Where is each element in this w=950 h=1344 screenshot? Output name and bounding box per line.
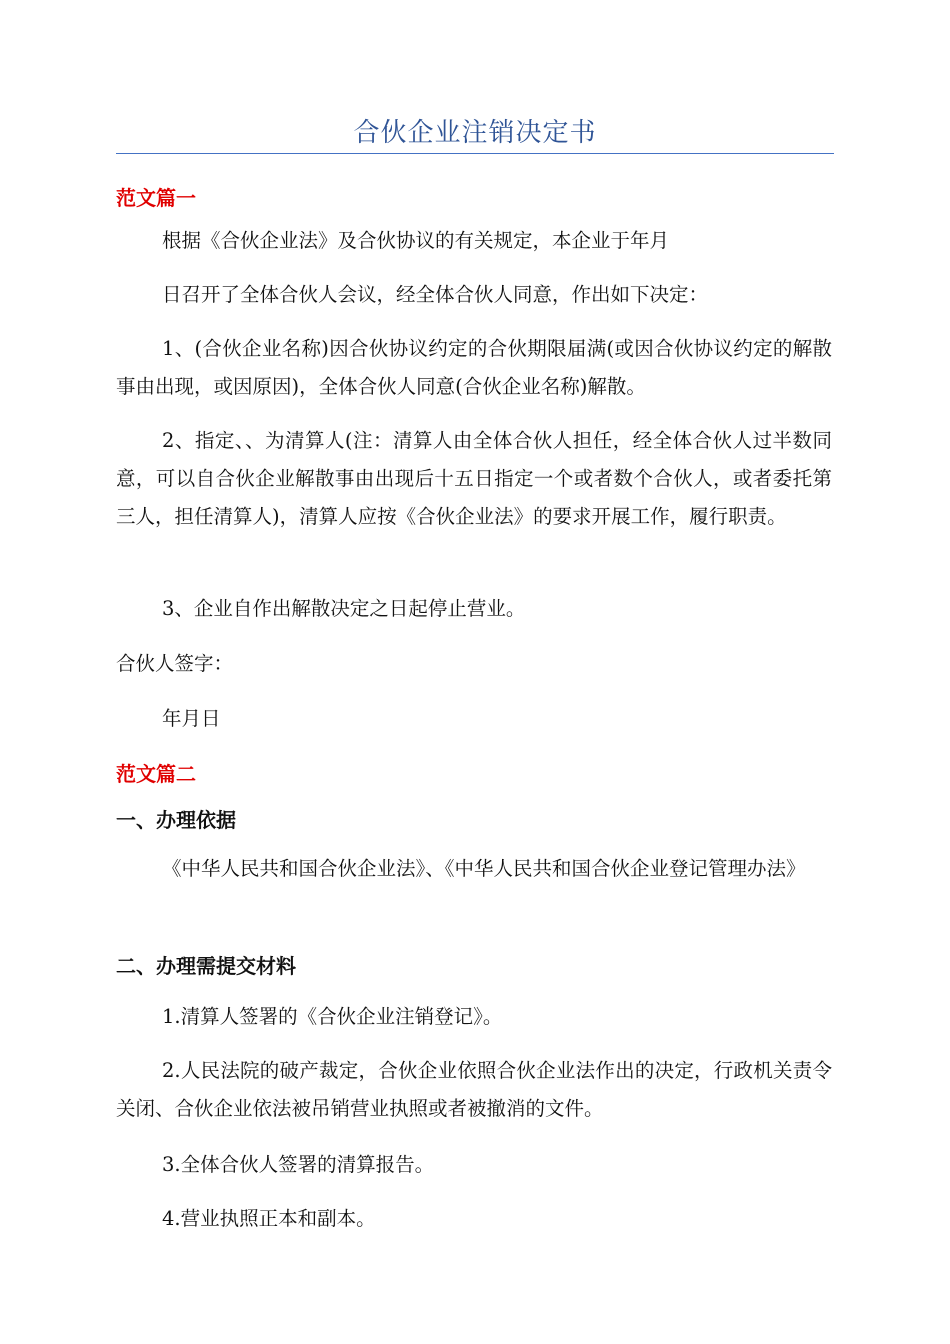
date-label: 年月日 — [162, 707, 221, 730]
subheading-materials: 二、办理需提交材料 — [116, 954, 296, 978]
document-title: 合伙企业注销决定书 — [353, 118, 597, 148]
basis-text: 《中华人民共和国合伙企业法》、《中华人民共和国合伙企业登记管理办法》 — [162, 857, 806, 880]
signature-label: 合伙人签字： — [116, 652, 234, 675]
decision-item-2: 2、指定、、为清算人(注：清算人由全体合伙人担任，经全体合伙人过半数同意，可以自合伙企业解散事由出现后十五日指定一个或者数个合伙人，或者委托第三人，担任清算人)，清算人应按《合伙企业法》的要求开展工作，履行职责。 — [116, 429, 832, 528]
section-heading-2: 范文篇二 — [116, 762, 196, 786]
paragraph-1: 根据《合伙企业法》及合伙协议的有关规定，本企业于年月 — [162, 229, 670, 252]
paragraph-2: 日召开了全体合伙人会议，经全体合伙人同意，作出如下决定： — [162, 283, 709, 306]
title-underline — [116, 153, 834, 154]
subheading-basis: 一、办理依据 — [116, 808, 236, 832]
material-item-2: 2.人民法院的破产裁定，合伙企业依照合伙企业法作出的决定，行政机关责令关闭、合伙企业依法被吊销营业执照或者被撤消的文件。 — [116, 1059, 832, 1120]
material-item-1: 1.清算人签署的《合伙企业注销登记》。 — [162, 1005, 503, 1028]
section-heading-1: 范文篇一 — [116, 186, 196, 210]
decision-item-3: 3、企业自作出解散决定之日起停止营业。 — [162, 597, 526, 620]
decision-item-1: 1、(合伙企业名称)因合伙协议约定的合伙期限届满(或因合伙协议约定的解散事由出现，或因原因)，全体合伙人同意(合伙企业名称)解散。 — [116, 337, 832, 398]
material-item-3: 3.全体合伙人签署的清算报告。 — [162, 1153, 435, 1176]
material-item-4: 4.营业执照正本和副本。 — [162, 1207, 376, 1230]
